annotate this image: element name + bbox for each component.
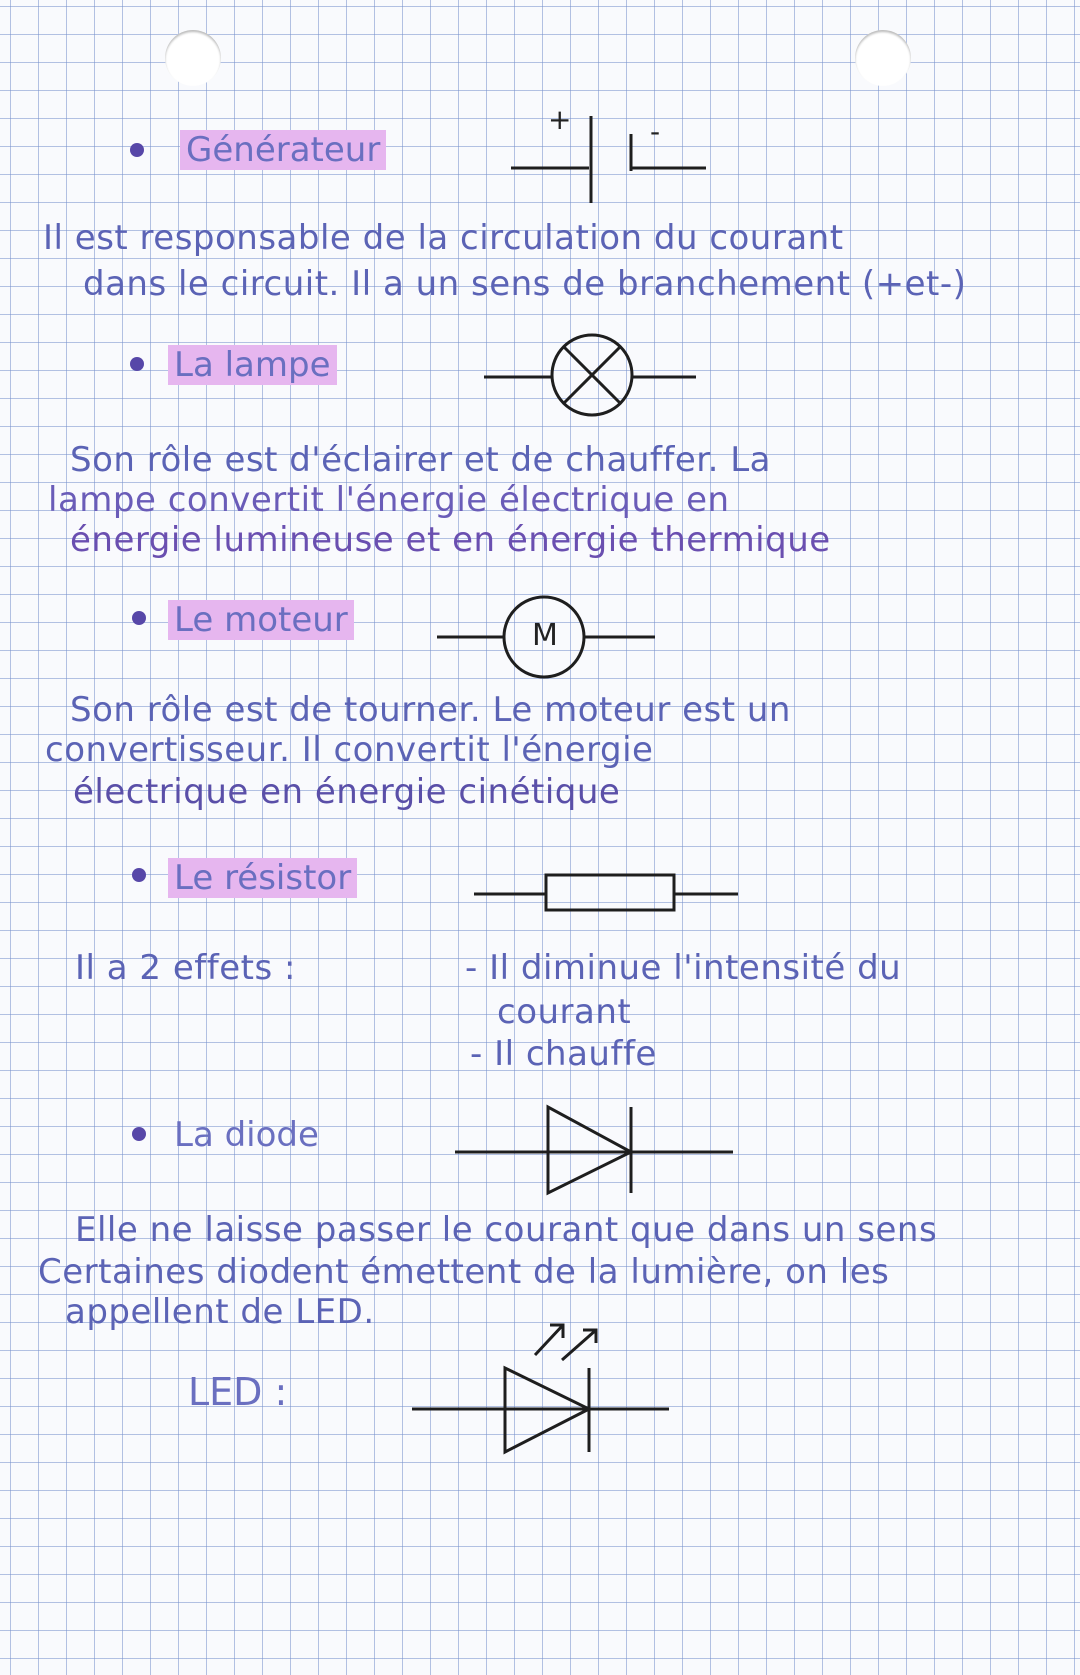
heading-moteur: Le moteur — [168, 600, 354, 640]
led-symbol — [412, 1325, 669, 1452]
heading-diode: La diode — [174, 1115, 319, 1155]
text-line: dans le circuit. Il a un sens de branchement (+et-) — [83, 264, 967, 304]
text-line: courant — [497, 992, 632, 1032]
text-line: Elle ne laisse passer le courant que dans un sens — [75, 1210, 938, 1250]
heading-lampe: La lampe — [168, 345, 337, 385]
text-line: convertisseur. Il convertit l'énergie — [45, 730, 654, 770]
text-line: Certaines diodent émettent de la lumière, on les — [38, 1252, 890, 1292]
generator-symbol-plus: + — [548, 103, 572, 136]
lamp-symbol — [484, 335, 696, 415]
heading-generateur: Générateur — [180, 130, 386, 170]
generator-symbol-minus: - — [650, 115, 661, 148]
text-line: Son rôle est de tourner. Le moteur est un — [70, 690, 791, 730]
diode-symbol — [455, 1107, 733, 1193]
text-line: appellent de LED. — [65, 1292, 375, 1332]
text-line: Il est responsable de la circulation du courant — [43, 218, 844, 258]
text-line: Son rôle est d'éclairer et de chauffer. La — [70, 440, 772, 480]
motor-symbol-letter: M — [532, 618, 559, 653]
text-line: énergie lumineuse et en énergie thermique — [70, 520, 831, 560]
heading-resistor: Le résistor — [168, 858, 357, 898]
resistor-symbol — [474, 875, 738, 910]
text-line: Il a 2 effets : — [75, 948, 296, 988]
text-line: électrique en énergie cinétique — [73, 772, 621, 812]
generator-symbol — [511, 116, 706, 203]
motor-symbol — [437, 597, 655, 677]
text-line: lampe convertit l'énergie électrique en — [48, 480, 730, 520]
heading-led: LED : — [188, 1370, 288, 1414]
text-line: - Il chauffe — [470, 1034, 657, 1074]
text-line: - Il diminue l'intensité du — [465, 948, 902, 988]
